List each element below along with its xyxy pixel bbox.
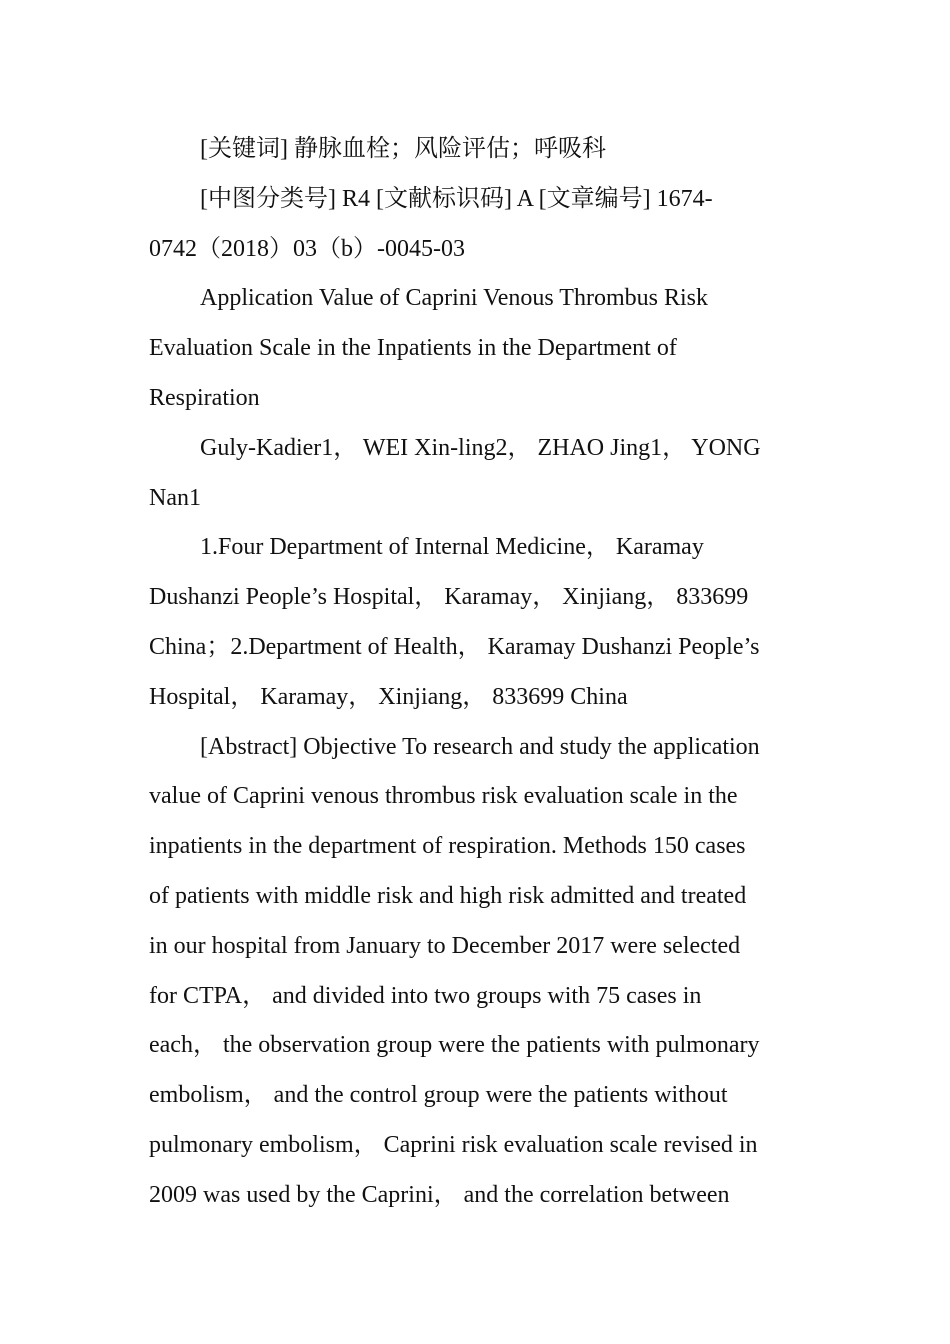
abstract-line-9: pulmonary embolism， Caprini risk evaluation scale revised in [149, 1131, 758, 1158]
classification-line-2: 0742（2018）03（b）-0045-03 [149, 235, 465, 262]
abstract [149, 723, 804, 1221]
classification-line-1: [中图分类号] R4 [文献标识码] A [文章编号] 1674- [200, 185, 713, 212]
abstract-line-10: 2009 was used by the Caprini， and the correlation between [149, 1181, 730, 1208]
classification-block [149, 175, 804, 275]
authors-line-2: Nan1 [149, 484, 201, 511]
authors-line-1: Guly-Kadier1， WEI Xin-ling2， ZHAO Jing1， YONG [200, 434, 761, 461]
english-title-line-2: Evaluation Scale in the Inpatients in the Department of [149, 335, 677, 362]
affiliations-line-2: Dushanzi People’s Hospital， Karamay， Xinjiang， 833699 [149, 584, 749, 611]
abstract-line-5: in our hospital from January to December 2017 were selected [149, 932, 741, 959]
affiliations-line-1: 1.Four Department of Internal Medicine， Karamay [200, 534, 704, 561]
authors [149, 424, 804, 524]
abstract-line-4: of patients with middle risk and high risk admitted and treated [149, 882, 747, 909]
affiliations-line-3: China；2.Department of Health， Karamay Dushanzi People’s [149, 633, 760, 660]
english-title [149, 274, 804, 423]
keywords-line: [关键词] 静脉血栓；风险评估；呼吸科 [200, 136, 606, 162]
abstract-line-8: embolism， and the control group were the patients without [149, 1082, 728, 1109]
abstract-line-6: for CTPA， and divided into two groups with 75 cases in [149, 982, 702, 1009]
english-title-line-1: Application Value of Caprini Venous Thrombus Risk [200, 285, 708, 312]
abstract-line-1: [Abstract] Objective To research and study the application [200, 733, 760, 760]
abstract-line-7: each， the observation group were the patients with pulmonary [149, 1032, 760, 1059]
affiliations-line-4: Hospital， Karamay， Xinjiang， 833699 China [149, 683, 628, 710]
abstract-line-3: inpatients in the department of respiration. Methods 150 cases [149, 833, 746, 860]
abstract-line-2: value of Caprini venous thrombus risk evaluation scale in the [149, 783, 738, 810]
affiliations [149, 523, 804, 722]
english-title-line-3: Respiration [149, 384, 260, 411]
document-page [149, 125, 804, 1221]
